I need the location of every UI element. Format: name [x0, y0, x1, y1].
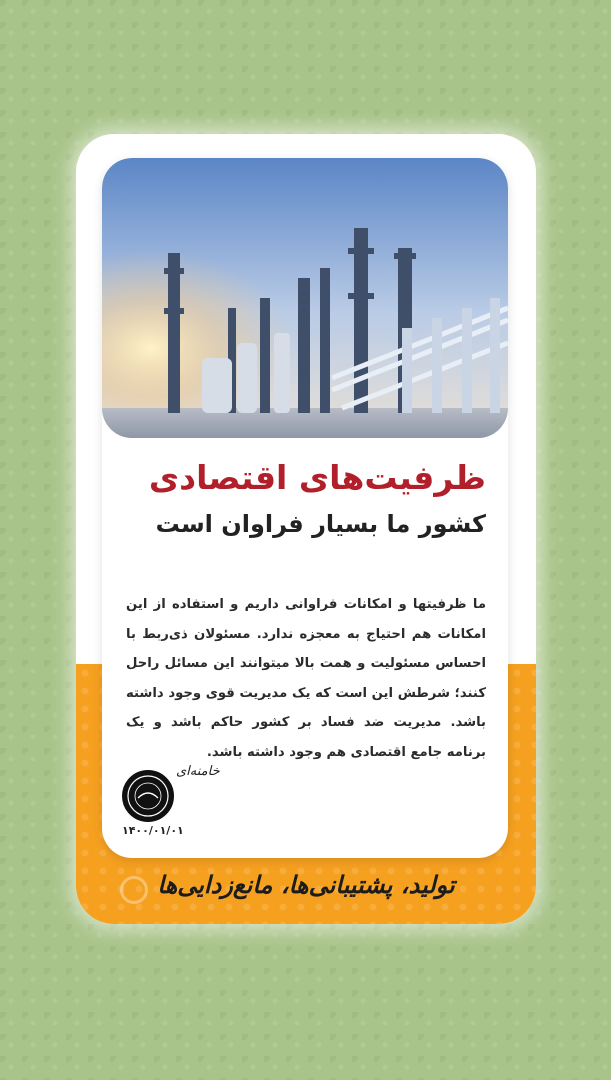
poster-card	[76, 134, 536, 924]
headline-line-2: کشور ما بسیار فراوان است	[155, 510, 486, 538]
headline-line-1: ظرفیت‌های اقتصادی	[148, 458, 486, 497]
date-label: ۱۴۰۰/۰۱/۰۱	[122, 824, 184, 837]
content-panel	[102, 158, 508, 858]
leader-seal-icon	[122, 770, 174, 822]
signature: خامنه‌ای	[176, 764, 220, 779]
slogan-calligraphy: تولید، پشتیبانی‌ها، مانع‌زدایی‌ها	[157, 870, 455, 899]
refinery-photo	[102, 158, 508, 438]
quote-body: ما ظرفیتها و امکانات فراوانی داریم و استفاده از این امکانات هم احتیاج به معجزه ندارد. مسئولان ذی‌ربط با احساس مسئولیت و همت بالا میتوانند این مسائل راحل کنند؛ شرطش این است که یک مدیریت قوی وجود داشته باشد. مدیریت ضد فساد بر کشور حاکم باشد و یک برنامه جامع اقتصادی هم وجود داشته باشد.	[126, 597, 486, 760]
